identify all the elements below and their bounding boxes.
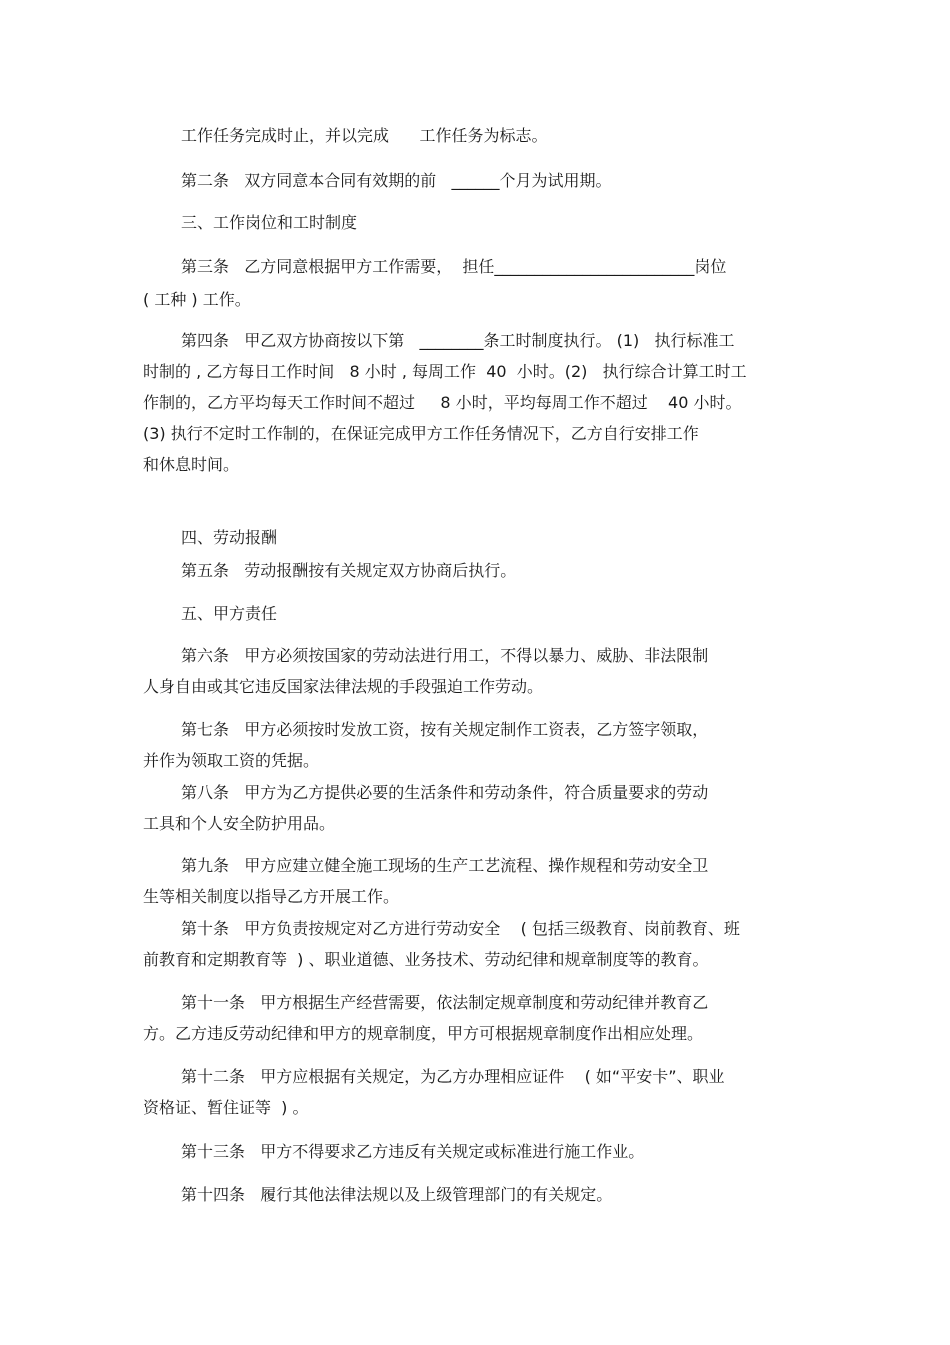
text-line: 第十一条 甲方根据生产经营需要，依法制定规章制度和劳动纪律并教育乙: [181, 993, 709, 1012]
text-line: 第十三条 甲方不得要求乙方违反有关规定或标准进行施工作业。: [181, 1142, 645, 1161]
text-line: 时制的 , 乙方每日工作时间 8 小时 , 每周工作 40 小时。(2) 执行综合计算工时工: [143, 362, 747, 381]
text-line: ( 工种 ) 工作。: [143, 290, 251, 309]
section-heading: 三、工作岗位和工时制度: [181, 213, 358, 232]
text-line: 第四条 甲乙双方协商按以下第 ________条工时制度执行。 (1) 执行标准工: [181, 331, 735, 350]
text-line: 人身自由或其它违反国家法律法规的手段强迫工作劳动。: [143, 677, 544, 696]
text-line: 第二条 双方同意本合同有效期的前 ______个月为试用期。: [181, 171, 612, 190]
text-line: 并作为领取工资的凭据。: [143, 751, 320, 770]
section-heading: 四、劳动报酬: [181, 528, 278, 547]
text-line: 第五条 劳动报酬按有关规定双方协商后执行。: [181, 561, 517, 580]
text-line: (3) 执行不定时工作制的，在保证完成甲方工作任务情况下，乙方自行安排工作: [143, 424, 699, 443]
text-line: 第三条 乙方同意根据甲方工作需要， 担任_________________________岗位: [181, 257, 727, 276]
text-line: 资格证、暂住证等 ) 。: [143, 1098, 309, 1117]
text-line: 第十条 甲方负责按规定对乙方进行劳动安全 ( 包括三级教育、岗前教育、班: [181, 919, 740, 938]
text-line: 方。乙方违反劳动纪律和甲方的规章制度，甲方可根据规章制度作出相应处理。: [143, 1024, 704, 1043]
text-line: 第十四条 履行其他法律法规以及上级管理部门的有关规定。: [181, 1185, 613, 1204]
text-line: 第九条 甲方应建立健全施工现场的生产工艺流程、操作规程和劳动安全卫: [181, 856, 709, 875]
text-line: 生等相关制度以指导乙方开展工作。: [143, 887, 400, 906]
text-line: 第十二条 甲方应根据有关规定，为乙方办理相应证件 ( 如“平安卡”、职业: [181, 1067, 725, 1086]
text-line: 和休息时间。: [143, 455, 240, 474]
section-heading: 五、甲方责任: [181, 604, 278, 623]
text-line: 第八条 甲方为乙方提供必要的生活条件和劳动条件，符合质量要求的劳动: [181, 783, 709, 802]
text-line: 作制的，乙方平均每天工作时间不超过 8 小时，平均每周工作不超过 40 小时。: [143, 393, 742, 412]
text-line: 第七条 甲方必须按时发放工资，按有关规定制作工资表，乙方签字领取，: [181, 720, 709, 739]
text-line: 第六条 甲方必须按国家的劳动法进行用工，不得以暴力、威胁、非法限制: [181, 646, 709, 665]
text-line: 前教育和定期教育等 ) 、职业道德、业务技术、劳动纪律和规章制度等的教育。: [143, 950, 709, 969]
text-line: 工具和个人安全防护用品。: [143, 814, 336, 833]
text-line: 工作任务完成时止，并以完成 工作任务为标志。: [181, 126, 548, 145]
